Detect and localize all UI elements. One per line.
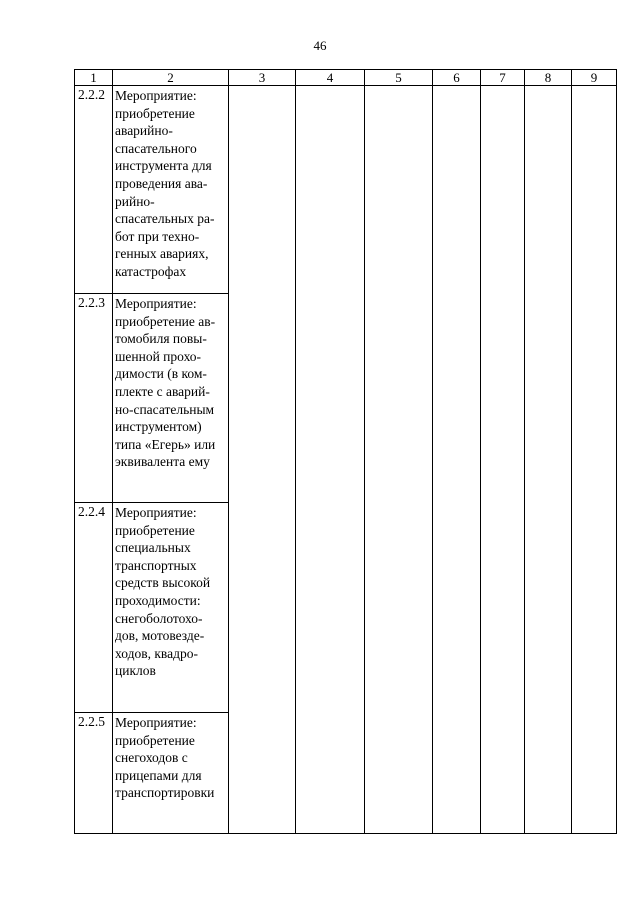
column-header-8: 8 xyxy=(525,70,572,86)
description-line: приобретение xyxy=(115,522,195,538)
measure-description xyxy=(113,294,229,503)
column-header-6: 6 xyxy=(433,70,481,86)
description-line: специальных xyxy=(115,540,191,556)
description-line: катастрофах xyxy=(115,263,187,279)
measure-description xyxy=(113,86,229,294)
description-line: Мероприятие: xyxy=(115,296,197,311)
column-header-7: 7 xyxy=(481,70,525,86)
column-6-cell xyxy=(433,86,481,834)
table-row xyxy=(75,86,617,294)
description-line: проведения ава- xyxy=(115,175,208,191)
description-line: приобретение xyxy=(115,105,195,121)
description-line: генных авариях, xyxy=(115,246,209,262)
measures-table xyxy=(74,69,617,834)
description-line: бот при техно- xyxy=(115,228,200,244)
row-number: 2.2.4 xyxy=(75,503,113,713)
description-line: эквивалента ему xyxy=(115,454,210,470)
measure-description xyxy=(113,713,229,834)
column-header-2: 2 xyxy=(113,70,229,86)
column-5-cell xyxy=(365,86,433,834)
description-line: средств высокой xyxy=(115,575,211,591)
column-9-cell xyxy=(572,86,617,834)
description-line: снегоболотохо- xyxy=(115,610,203,626)
page-number: 46 xyxy=(313,38,327,53)
description-line: но-спасательным xyxy=(115,401,215,417)
description-line: ходов, квадро- xyxy=(115,645,198,661)
description-line: снегоходов с xyxy=(115,750,188,766)
row-number: 2.2.3 xyxy=(75,294,113,503)
description-line: спасательного xyxy=(115,140,197,156)
description-line: томобиля повы- xyxy=(115,331,207,347)
description-line: типа «Егерь» или xyxy=(115,436,216,452)
row-number: 2.2.5 xyxy=(75,713,113,834)
description-line: приобретение xyxy=(115,732,195,748)
description-line: спасательных ра- xyxy=(115,211,215,227)
description-line: аварийно- xyxy=(115,123,173,139)
description-line: рийно- xyxy=(115,193,155,209)
column-7-cell xyxy=(481,86,525,834)
description-line: шенной прохо- xyxy=(115,348,202,364)
column-3-cell xyxy=(229,86,296,834)
column-header-3: 3 xyxy=(229,70,296,86)
description-line: Мероприятие: xyxy=(115,505,197,520)
description-line: приобретение ав- xyxy=(115,313,216,329)
column-header-1: 1 xyxy=(75,70,113,86)
description-line: инструментом) xyxy=(115,419,202,435)
description-line: дов, мотовезде- xyxy=(115,628,205,644)
description-line: инструмента для xyxy=(115,158,212,174)
description-line: циклов xyxy=(115,663,156,679)
column-8-cell xyxy=(525,86,572,834)
column-header-4: 4 xyxy=(296,70,365,86)
description-line: транспортных xyxy=(115,557,197,573)
column-header-9: 9 xyxy=(572,70,617,86)
header-row xyxy=(75,70,617,86)
description-line: димости (в ком- xyxy=(115,366,207,382)
description-line: Мероприятие: xyxy=(115,715,197,730)
column-4-cell xyxy=(296,86,365,834)
column-header-5: 5 xyxy=(365,70,433,86)
description-line: плекте с аварий- xyxy=(115,383,210,399)
description-line: проходимости: xyxy=(115,592,201,608)
row-number: 2.2.2 xyxy=(75,86,113,294)
description-line: прицепами для xyxy=(115,767,202,783)
description-line: транспортировки xyxy=(115,785,215,801)
description-line: Мероприятие: xyxy=(115,88,197,103)
measure-description xyxy=(113,503,229,713)
